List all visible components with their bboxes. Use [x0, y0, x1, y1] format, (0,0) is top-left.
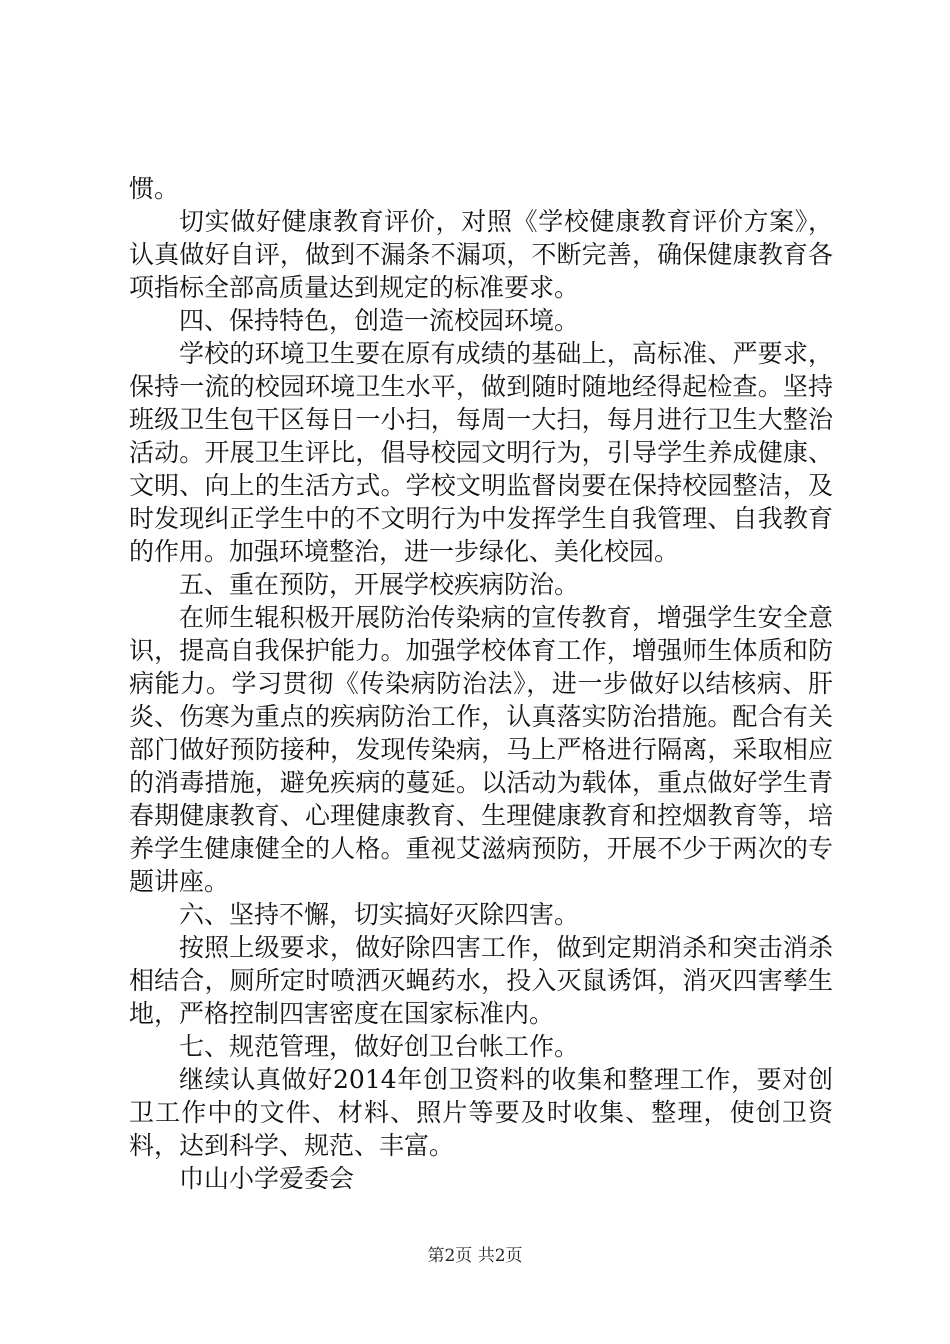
paragraph-pest-control: 按照上级要求，做好除四害工作，做到定期消杀和突击消杀相结合，厕所定时喷洒灭蝇药水，投入灭鼠诱饵，消灭四害孳生地，严格控制四害密度在国家标准内。 — [129, 933, 833, 1028]
signature-line: 巾山小学爱委会 — [179, 1164, 355, 1193]
document-body — [129, 172, 833, 1195]
section-heading-7: 七、规范管理，做好创卫台帐工作。 — [179, 1032, 580, 1061]
paragraph-evaluation: 切实做好健康教育评价，对照《学校健康教育评价方案》，认真做好自评，做到不漏条不漏项，不断完善，确保健康教育各项指标全部高质量达到规定的标准要求。 — [129, 207, 833, 302]
section-heading-5: 五、重在预防，开展学校疾病防治。 — [179, 570, 580, 599]
page-footer: 第2页 共2页 — [427, 1246, 523, 1266]
section-heading-4: 四、保持特色，创造一流校园环境。 — [179, 306, 580, 335]
section-heading-6: 六、坚持不懈，切实搞好灭除四害。 — [179, 900, 580, 929]
paragraph-environment: 学校的环境卫生要在原有成绩的基础上，高标准、严要求，保持一流的校园环境卫生水平，做到随时随地经得起检查。坚持班级卫生包干区每日一小扫，每周一大扫，每月进行卫生大整治活动。开展卫生评比，倡导校园文明行为，引导学生养成健康、文明、向上的生活方式。学校文明监督岗要在保持校园整洁，及时发现纠正学生中的不文明行为中发挥学生自我管理、自我教育的作用。加强环境整治，进一步绿化、美化校园。 — [129, 339, 833, 566]
paragraph-continuation: 惯。 — [129, 174, 180, 203]
paragraph-disease-prevention: 在师生辊积极开展防治传染病的宣传教育，增强学生安全意识，提高自我保护能力。加强学校体育工作，增强师生体质和防病能力。学习贯彻《传染病防治法》，进一步做好以结核病、肝炎、伤寒为重点的疾病防治工作，认真落实防治措施。配合有关部门做好预防接种，发现传染病，马上严格进行隔离，采取相应的消毒措施，避免疾病的蔓延。以活动为载体，重点做好学生青春期健康教育、心理健康教育、生理健康教育和控烟教育等，培养学生健康健全的人格。重视艾滋病预防，开展不少于两次的专题讲座。 — [129, 603, 833, 896]
paragraph-records: 继续认真做好2014年创卫资料的收集和整理工作，要对创卫工作中的文件、材料、照片等要及时收集、整理，使创卫资料，达到科学、规范、丰富。 — [129, 1065, 833, 1160]
